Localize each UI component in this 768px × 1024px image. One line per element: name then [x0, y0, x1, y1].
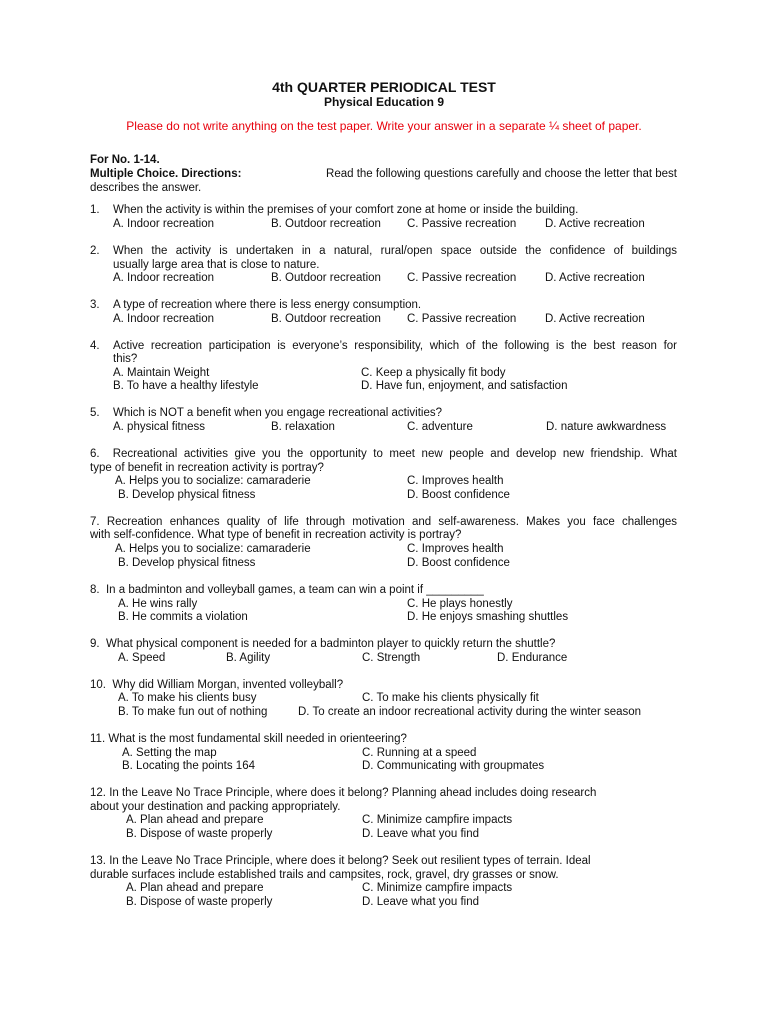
option-c: C. Passive recreation [407, 272, 517, 284]
question-number: 5. [90, 407, 100, 419]
option-b: B. Develop physical fitness [118, 557, 256, 569]
option-b: B. To have a healthy lifestyle [113, 380, 259, 392]
option-d: D. Leave what you find [362, 896, 479, 908]
question-number: 11. [90, 733, 106, 745]
question-text-cont: with self-confidence. What type of benefit in recreation activity is portray? [90, 529, 462, 541]
option-b: B. Dispose of waste properly [126, 828, 273, 840]
option-d: D. Boost confidence [407, 557, 510, 569]
option-b: B. Outdoor recreation [271, 272, 381, 284]
option-c: C. Improves health [407, 475, 504, 487]
question-text: 10. Why did William Morgan, invented volleyball? [90, 679, 344, 691]
option-c: C. Passive recreation [407, 313, 517, 325]
option-d: D. Endurance [497, 652, 568, 664]
option-d: D. Communicating with groupmates [362, 760, 545, 772]
question-number: 2. [90, 245, 100, 257]
option-b: B. Outdoor recreation [271, 218, 381, 230]
option-b: B. He commits a violation [118, 611, 248, 623]
option-c: C. To make his clients physically fit [362, 692, 539, 704]
question-text: A type of recreation where there is less energy consumption. [113, 299, 422, 311]
option-b: B. To make fun out of nothing [118, 706, 268, 718]
page-subtitle: Physical Education 9 [323, 95, 445, 109]
option-a: A. Helps you to socialize: camaraderie [115, 475, 311, 487]
option-b: B. Agility [226, 652, 271, 664]
question-text-cont: this? [113, 353, 138, 365]
option-c: C. Improves health [407, 543, 504, 555]
option-c: C. Running at a speed [362, 747, 477, 759]
option-a: A. physical fitness [113, 421, 206, 433]
question-text: 6. Recreational activities give you the opportunity to meet new people and develop new friendship. What [90, 448, 678, 460]
option-c: C. Strength [362, 652, 421, 664]
question-text: 13. In the Leave No Trace Principle, where does it belong? Seek out resilient types of terrain. Ideal [90, 855, 591, 867]
question-number: 3. [90, 299, 100, 311]
question-range: For No. 1-14. [90, 154, 160, 166]
instruction-notice: Please do not write anything on the test paper. Write your answer in a separate ¼ sheet of paper. [126, 119, 642, 133]
option-b: B. Outdoor recreation [271, 313, 381, 325]
question-text: 9. What physical component is needed for a badminton player to quickly return the shuttle? [90, 638, 556, 650]
question-text: 8. In a badminton and volleyball games, a team can win a point if _________ [90, 584, 484, 596]
directions-label: Multiple Choice. Directions: [90, 168, 242, 180]
option-d: D. Leave what you find [362, 828, 479, 840]
option-d: D. Active recreation [545, 272, 645, 284]
question-text: When the activity is within the premises of your comfort zone at home or inside the building. [113, 204, 579, 216]
option-d: D. Boost confidence [407, 489, 510, 501]
question-text: Active recreation participation is everyone’s responsibility, which of the following is the best reason for [113, 340, 677, 352]
question-text: Which is NOT a benefit when you engage recreational activities? [113, 407, 442, 419]
option-c: C. Passive recreation [407, 218, 517, 230]
option-a: A. Maintain Weight [113, 367, 210, 379]
option-a: A. Setting the map [122, 747, 217, 759]
option-a: A. Indoor recreation [113, 218, 215, 230]
option-d: D. nature awkwardness [546, 421, 667, 433]
option-c: C. adventure [407, 421, 473, 433]
option-a: A. To make his clients busy [118, 692, 257, 704]
question-text: 12. In the Leave No Trace Principle, where does it belong? Planning ahead includes doing research [90, 787, 597, 799]
directions-text: Read the following questions carefully and choose the letter that best [326, 168, 677, 180]
option-a: A. Speed [118, 652, 166, 664]
option-a: A. He wins rally [118, 598, 198, 610]
option-b: B. Locating the points 164 [122, 760, 255, 772]
question-text-cont: usually large area that is close to nature. [113, 259, 320, 271]
option-c: C. Keep a physically fit body [361, 367, 506, 379]
question-text-cont: durable surfaces include established trails and campsites, rock, gravel, dry grasses or snow. [90, 869, 559, 881]
option-a: A. Helps you to socialize: camaraderie [115, 543, 311, 555]
question-number: 10. [90, 679, 106, 691]
question-text-cont: type of benefit in recreation activity is portray? [90, 462, 324, 474]
question-number: 6. [90, 448, 100, 460]
question-text: 11. What is the most fundamental skill needed in orienteering? [90, 733, 407, 745]
option-b: B. Develop physical fitness [118, 489, 256, 501]
page-title: 4th QUARTER PERIODICAL TEST [272, 79, 496, 95]
option-c: C. He plays honestly [407, 598, 513, 610]
option-a: A. Plan ahead and prepare [126, 814, 264, 826]
question-number: 13. [90, 855, 106, 867]
option-a: A. Indoor recreation [113, 313, 215, 325]
option-a: A. Plan ahead and prepare [126, 882, 264, 894]
option-d: D. Active recreation [545, 218, 645, 230]
question-number: 7. [90, 516, 100, 528]
option-b: B. Dispose of waste properly [126, 896, 273, 908]
question-text: 7. Recreation enhances quality of life through motivation and self-awareness. Makes you face challenges [90, 516, 677, 528]
option-c: C. Minimize campfire impacts [362, 882, 513, 894]
question-number: 12. [90, 787, 106, 799]
question-number: 1. [90, 204, 100, 216]
question-number: 4. [90, 340, 100, 352]
directions-text-cont: describes the answer. [90, 182, 202, 194]
option-d: D. To create an indoor recreational activity during the winter season [298, 706, 642, 718]
option-d: D. Have fun, enjoyment, and satisfaction [361, 380, 568, 392]
option-a: A. Indoor recreation [113, 272, 215, 284]
question-text-cont: about your destination and packing appropriately. [90, 801, 341, 813]
option-d: D. Active recreation [545, 313, 645, 325]
question-text: When the activity is undertaken in a natural, rural/open space outside the confidence of buildings [113, 245, 677, 257]
option-c: C. Minimize campfire impacts [362, 814, 513, 826]
question-number: 8. [90, 584, 100, 596]
option-d: D. He enjoys smashing shuttles [407, 611, 569, 623]
question-number: 9. [90, 638, 100, 650]
directions-line [90, 167, 677, 181]
option-b: B. relaxation [271, 421, 335, 433]
